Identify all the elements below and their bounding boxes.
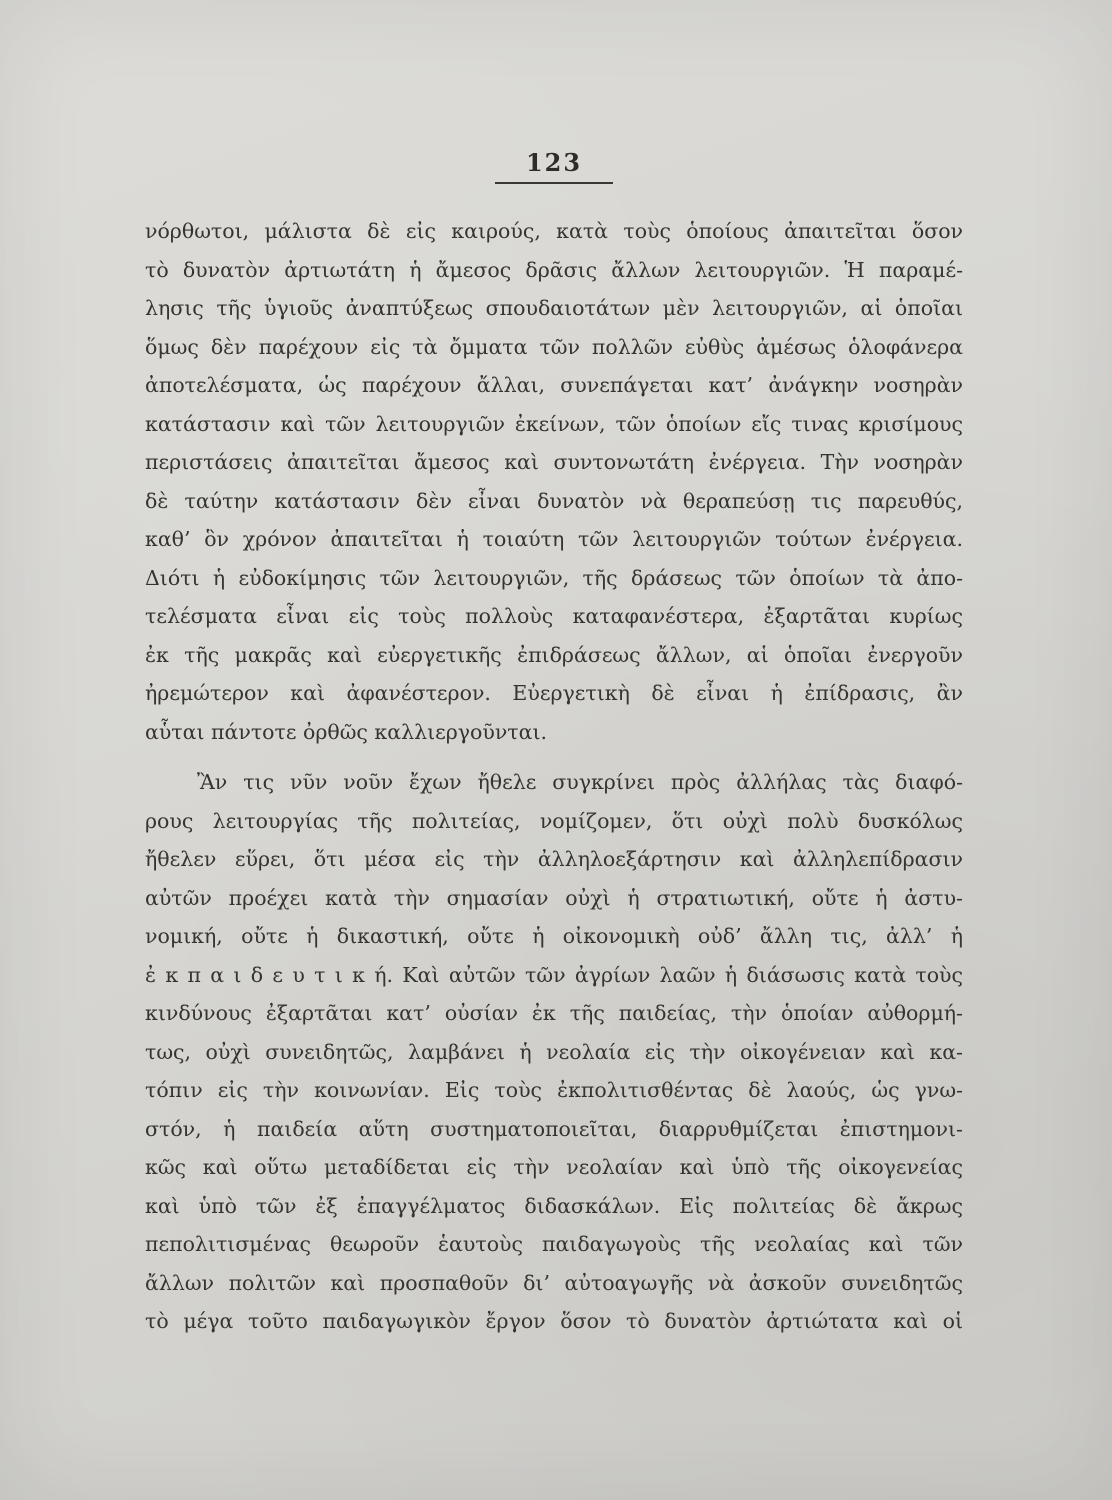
text-line: Διότι ἡ εὐδοκίμησις τῶν λειτουργιῶν, τῆς δράσεως τῶν ὁποίων τὰ ἀπο-: [145, 565, 963, 590]
text-line: καὶ ὑπὸ τῶν ἐξ ἐπαγγέλματος διδασκάλων. Εἰς πολιτείας δὲ ἄκρως: [145, 1193, 963, 1218]
text-line: δὲ ταύτην κατάστασιν δὲν εἶναι δυνατὸν νὰ θεραπεύσῃ τις παρευθύς,: [145, 488, 963, 513]
text-line: τως, οὐχὶ συνειδητῶς, λαμβάνει ἡ νεολαία εἰς τὴν οἰκογένειαν καὶ κα-: [145, 1039, 963, 1064]
text-line: Ἂν τις νῦν νοῦν ἔχων ἤθελε συγκρίνει πρὸς ἀλλήλας τὰς διαφό-: [197, 770, 963, 794]
text-line: ἤθελεν εὕρει, ὅτι μέσα εἰς τὴν ἀλληλοεξάρτησιν καὶ ἀλληλεπίδρασιν: [145, 847, 963, 871]
text-line: πεπολιτισμένας θεωροῦν ἑαυτοὺς παιδαγωγοὺς τῆς νεολαίας καὶ τῶν: [145, 1232, 963, 1256]
text-block: [145, 212, 963, 1341]
text-line: αὗται πάντοτε ὀρθῶς καλλιεργοῦνται.: [145, 719, 548, 744]
page-header: [145, 148, 963, 184]
page-number-rule: [495, 182, 613, 184]
text-line: ρους λειτουργίας τῆς πολιτείας, νομίζομεν, ὅτι οὐχὶ πολὺ δυσκόλως: [145, 808, 963, 833]
text-line: λησις τῆς ὑγιοῦς ἀναπτύξεως σπουδαιοτάτων μὲν λειτουργιῶν, αἱ ὁποῖαι: [145, 296, 963, 320]
text-line: ἐκ τῆς μακρᾶς καὶ εὐεργετικῆς ἐπιδράσεως ἄλλων, αἱ ὁποῖαι ἐνεργοῦν: [145, 642, 963, 667]
text-line: κινδύνους ἐξαρτᾶται κατ’ οὐσίαν ἐκ τῆς παιδείας, τὴν ὁποίαν αὐθορμή-: [145, 1001, 963, 1025]
text-line: τὸ μέγα τοῦτο παιδαγωγικὸν ἔργον ὅσον τὸ δυνατὸν ἀρτιώτατα καὶ οἱ: [145, 1309, 963, 1333]
text-line: νόρθωτοι, μάλιστα δὲ εἰς καιρούς, κατὰ τοὺς ὁποίους ἀπαιτεῖται ὅσον: [145, 219, 963, 243]
text-line: ἐ κ π α ι δ ε υ τ ι κ ή. Καὶ αὐτῶν τῶν ἀγρίων λαῶν ἡ διάσωσις κατὰ τοὺς: [145, 962, 963, 987]
text-line: τὸ δυνατὸν ἀρτιωτάτη ἡ ἄμεσος δρᾶσις ἄλλων λειτουργιῶν. Ἡ παραμέ-: [145, 257, 963, 282]
text-line: κατάστασιν καὶ τῶν λειτουργιῶν ἐκείνων, τῶν ὁποίων εἴς τινας κρισίμους: [145, 411, 963, 436]
paragraph-1: [145, 212, 963, 751]
text-line: αὐτῶν προέχει κατὰ τὴν σημασίαν οὐχὶ ἡ στρατιωτική, οὔτε ἡ ἀστυ-: [145, 885, 963, 910]
text-line: κῶς καὶ οὕτω μεταδίδεται εἰς τὴν νεολαίαν καὶ ὑπὸ τῆς οἰκογενείας: [145, 1155, 963, 1179]
text-line: νομική, οὔτε ἡ δικαστική, οὔτε ἡ οἰκονομικὴ οὐδ’ ἄλλη τις, ἀλλ’ ἡ: [145, 924, 963, 948]
text-line: τελέσματα εἶναι εἰς τοὺς πολλοὺς καταφανέστερα, ἐξαρτᾶται κυρίως: [145, 604, 963, 628]
paragraph-2: [145, 763, 963, 1341]
text-line: στόν, ἡ παιδεία αὕτη συστηματοποιεῖται, διαρρυθμίζεται ἐπιστημονι-: [145, 1116, 963, 1141]
text-line: ἄλλων πολιτῶν καὶ προσπαθοῦν δι’ αὐτοαγωγῆς νὰ ἀσκοῦν συνειδητῶς: [145, 1270, 963, 1295]
page-number: 123: [525, 148, 583, 177]
text-line: καθ’ ὃν χρόνον ἀπαιτεῖται ἡ τοιαύτη τῶν λειτουργιῶν τούτων ἐνέργεια.: [145, 527, 963, 551]
text-line: ἀποτελέσματα, ὡς παρέχουν ἄλλαι, συνεπάγεται κατ’ ἀνάγκην νοσηρὰν: [145, 373, 963, 397]
text-line: ὅμως δὲν παρέχουν εἰς τὰ ὄμματα τῶν πολλῶν εὐθὺς ἀμέσως ὁλοφάνερα: [145, 334, 963, 359]
text-line: ἠρεμώτερον καὶ ἀφανέστερον. Εὐεργετικὴ δὲ εἶναι ἡ ἐπίδρασις, ἂν: [145, 681, 963, 705]
text-line: τόπιν εἰς τὴν κοινωνίαν. Εἰς τοὺς ἐκπολιτισθέντας δὲ λαούς, ὡς γνω-: [145, 1078, 963, 1102]
text-line: περιστάσεις ἀπαιτεῖται ἄμεσος καὶ συντονωτάτη ἐνέργεια. Τὴν νοσηρὰν: [145, 450, 963, 474]
